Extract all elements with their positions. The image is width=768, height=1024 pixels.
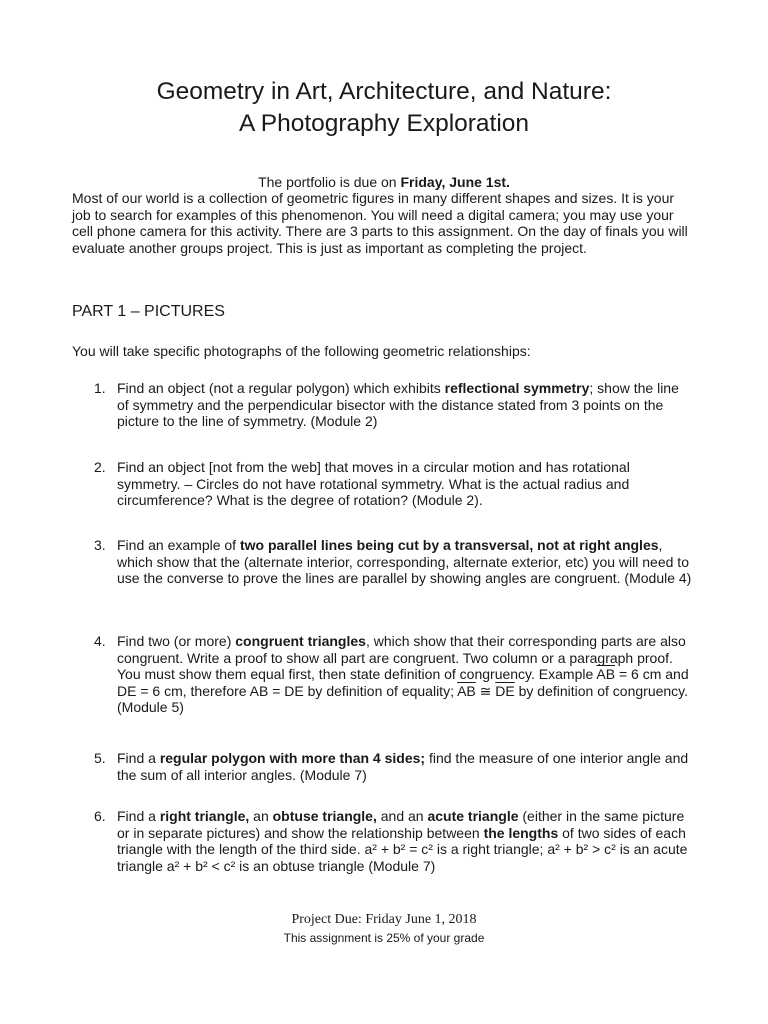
part-1-lead: You will take specific photographs of the following geometric relationships: — [72, 343, 531, 359]
document-title — [0, 76, 768, 140]
list-number: 6. — [94, 808, 106, 824]
due-date: Friday, June 1st. — [400, 174, 510, 190]
item-text: and an — [376, 808, 428, 824]
list-number: 2. — [94, 459, 106, 475]
list-item-4 — [94, 633, 694, 716]
part-1-heading: PART 1 – PICTURES — [72, 303, 225, 320]
item-text: Find an object [not from the web] that moves in a circular motion and has rotational symmetry. – Circles do not have rotational symmetry. What is the actual radius and circumference? What is the degree of rotation? (Module 2). — [117, 459, 630, 508]
item-text: (either in the same picture or in separate pictures) and show the relationship between — [117, 808, 685, 841]
item-bold: the lengths — [483, 824, 559, 841]
item-bold: obtuse triangle, — [272, 808, 377, 824]
list-number: 5. — [94, 750, 106, 766]
item-text: ; show the line of symmetry and the perpendicular bisector with the distance stated from 3 points on the picture to the line of symmetry. (Module 2) — [117, 380, 679, 429]
segment-ab: $\overline{AB}$ — [596, 666, 616, 682]
intro-paragraph: Most of our world is a collection of geometric figures in many different shapes and sizes. It is your job to search for examples of this phenomenon. You will need a digital camera; you may use your cell phone camera for this activity. There are 3 parts to this assignment. On the day of finals you will evaluate another groups project. This is just as important as completing the project. — [72, 190, 688, 256]
list-number: 3. — [94, 537, 106, 553]
list-number: 1. — [94, 380, 106, 396]
list-number: 4. — [94, 633, 106, 649]
segment-ab: $\overline{AB}$ — [457, 682, 476, 699]
list-item-3 — [94, 537, 694, 587]
title-line-1: Geometry in Art, Architecture, and Nature: — [156, 78, 612, 105]
item-text: Find two (or more) — [117, 633, 236, 649]
footer-grade-note: This assignment is 25% of your grade — [283, 931, 485, 945]
list-item-5 — [94, 750, 694, 783]
item-text: Find an object (not a regular polygon) which exhibits — [117, 380, 445, 396]
title-line-2: A Photography Exploration — [238, 110, 530, 137]
due-prefix: The portfolio is due on — [258, 174, 401, 190]
item-bold: congruent triangles — [235, 633, 366, 649]
list-item-2 — [94, 459, 694, 509]
item-text: Find a — [117, 808, 160, 824]
item-text: Find a — [117, 750, 160, 766]
item-bold: two parallel lines being cut by a transversal, not at right angles — [239, 537, 659, 553]
item-bold: acute triangle — [427, 808, 519, 824]
item-text: , which show that the (alternate interior, corresponding, alternate exterior, etc) you will need to use the converse to prove the lines are parallel by showing angles are congruent. (Module 4) — [117, 537, 692, 586]
due-date-line — [0, 173, 768, 191]
segment-de: $\overline{DE}$ — [495, 682, 515, 699]
item-text: find the measure of one interior angle and the sum of all interior angles. (Module 7) — [117, 750, 689, 783]
item-text: = 6 cm and DE = 6 cm, therefore AB = DE by definition of equality; — [117, 666, 689, 699]
item-bold: regular polygon with more than 4 sides; — [159, 750, 426, 766]
list-item-1 — [94, 380, 694, 430]
item-text: Find an example of — [117, 537, 240, 553]
item-bold: right triangle, — [159, 808, 250, 824]
congruent-symbol: ≅ — [475, 682, 496, 699]
item-text: an — [249, 808, 273, 824]
item-text: by definition of congruency.(Module 5) — [117, 682, 689, 715]
footer-project-due: Project Due: Friday June 1, 2018 — [291, 912, 477, 927]
item-bold: reflectional symmetry — [444, 380, 590, 396]
item-text: , which show that their corresponding parts are also congruent. Write a proof to show all part are congruent. Two column or a paragraph proof. You must show them equal first, then state definition of congruency. Example — [117, 633, 686, 682]
item-text: of two sides of each triangle with the length of the third side. a² + b² = c² is a right triangle; a² + b² > c² is an acute triangle a² + b² < c² is an obtuse triangle (Module 7) — [117, 824, 688, 874]
list-item-6 — [94, 808, 694, 874]
